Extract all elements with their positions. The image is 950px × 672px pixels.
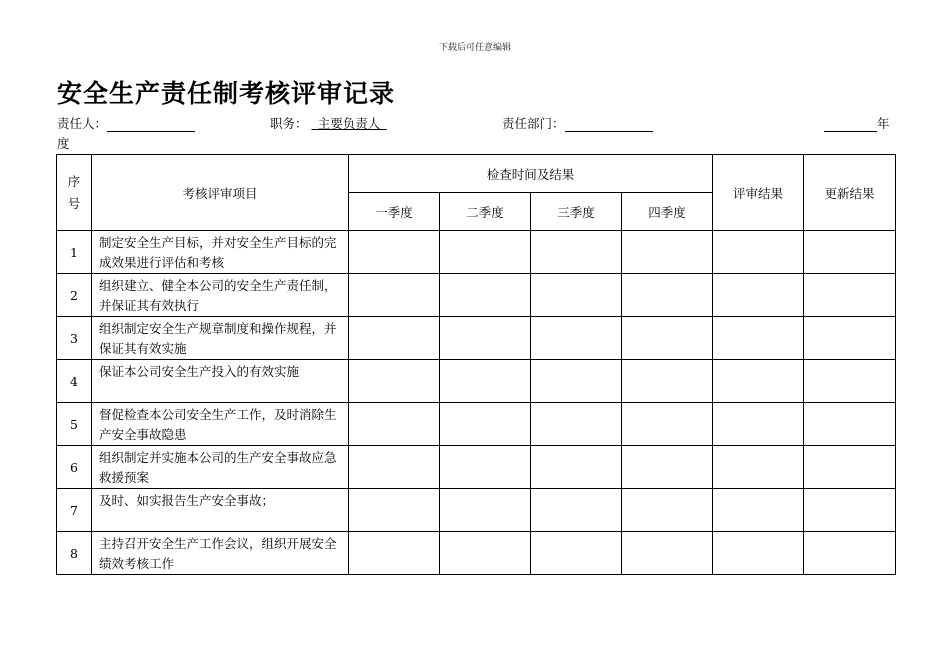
table-row (57, 360, 896, 403)
q4-cell[interactable] (622, 446, 713, 489)
header-seq: 序号 (57, 155, 92, 231)
review-result-cell[interactable] (713, 360, 804, 403)
q3-cell[interactable] (531, 532, 622, 575)
header-item: 考核评审项目 (92, 155, 349, 231)
table-row (57, 274, 896, 317)
table-row (57, 317, 896, 360)
q2-cell[interactable] (440, 317, 531, 360)
year-suffix: 年 (877, 116, 890, 131)
table-row (57, 532, 896, 575)
q1-cell[interactable] (349, 231, 440, 274)
q3-cell[interactable] (531, 231, 622, 274)
row-item-text: 组织制定并实施本公司的生产安全事故应急救援预案 (92, 446, 349, 489)
header-q1: 一季度 (349, 193, 440, 231)
review-result-cell[interactable] (713, 231, 804, 274)
q2-cell[interactable] (440, 231, 531, 274)
q1-cell[interactable] (349, 403, 440, 446)
q1-cell[interactable] (349, 274, 440, 317)
header-update-result: 更新结果 (804, 155, 896, 231)
update-result-cell[interactable] (804, 489, 896, 532)
department-label: 责任部门： (502, 116, 565, 131)
department-field (502, 114, 653, 132)
row-number: 4 (57, 360, 92, 403)
table-row (57, 489, 896, 532)
q4-cell[interactable] (622, 532, 713, 575)
q2-cell[interactable] (440, 532, 531, 575)
review-record-table (56, 154, 896, 575)
q2-cell[interactable] (440, 403, 531, 446)
q2-cell[interactable] (440, 489, 531, 532)
review-result-cell[interactable] (713, 532, 804, 575)
update-result-cell[interactable] (804, 231, 896, 274)
update-result-cell[interactable] (804, 274, 896, 317)
row-number: 7 (57, 489, 92, 532)
row-item-text: 组织制定安全生产规章制度和操作规程，并保证其有效实施 (92, 317, 349, 360)
row-item-text: 主持召开安全生产工作会议，组织开展安全绩效考核工作 (92, 532, 349, 575)
q4-cell[interactable] (622, 317, 713, 360)
header-review-result: 评审结果 (713, 155, 804, 231)
q4-cell[interactable] (622, 489, 713, 532)
row-number: 1 (57, 231, 92, 274)
year-wrap: 度 (57, 136, 70, 151)
update-result-cell[interactable] (804, 403, 896, 446)
q1-cell[interactable] (349, 317, 440, 360)
header-q4: 四季度 (622, 193, 713, 231)
row-item-text: 组织建立、健全本公司的安全生产责任制，并保证其有效执行 (92, 274, 349, 317)
q3-cell[interactable] (531, 360, 622, 403)
row-number: 8 (57, 532, 92, 575)
table-row (57, 403, 896, 446)
table-row (57, 231, 896, 274)
q2-cell[interactable] (440, 446, 531, 489)
q3-cell[interactable] (531, 317, 622, 360)
q4-cell[interactable] (622, 231, 713, 274)
watermark-text: 下载后可任意编辑 (438, 43, 511, 53)
responsible-label: 责任人： (57, 116, 108, 131)
responsible-field (57, 114, 195, 132)
review-result-cell[interactable] (713, 446, 804, 489)
review-result-cell[interactable] (713, 403, 804, 446)
q3-cell[interactable] (531, 403, 622, 446)
responsible-blank[interactable] (107, 117, 195, 132)
position-value: 主要负责人 (317, 116, 381, 131)
position-label: 职务： (270, 116, 308, 131)
header-q3: 三季度 (531, 193, 622, 231)
q3-cell[interactable] (531, 489, 622, 532)
page-title: 安全生产责任制考核评审记录 (57, 79, 396, 108)
q4-cell[interactable] (622, 360, 713, 403)
update-result-cell[interactable] (804, 532, 896, 575)
department-blank[interactable] (565, 117, 653, 132)
header-check-group: 检查时间及结果 (349, 155, 713, 193)
row-item-text: 保证本公司安全生产投入的有效实施 (92, 360, 349, 403)
review-result-cell[interactable] (713, 317, 804, 360)
q4-cell[interactable] (622, 403, 713, 446)
row-number: 2 (57, 274, 92, 317)
header-q2: 二季度 (440, 193, 531, 231)
row-number: 6 (57, 446, 92, 489)
q4-cell[interactable] (622, 274, 713, 317)
table-row (57, 446, 896, 489)
year-field (824, 114, 890, 132)
q2-cell[interactable] (440, 360, 531, 403)
q1-cell[interactable] (349, 360, 440, 403)
row-item-text: 及时、如实报告生产安全事故； (92, 489, 349, 532)
row-number: 5 (57, 403, 92, 446)
update-result-cell[interactable] (804, 446, 896, 489)
review-result-cell[interactable] (713, 489, 804, 532)
row-number: 3 (57, 317, 92, 360)
year-blank[interactable] (824, 117, 877, 132)
q3-cell[interactable] (531, 446, 622, 489)
update-result-cell[interactable] (804, 360, 896, 403)
q3-cell[interactable] (531, 274, 622, 317)
row-item-text: 制定安全生产目标，并对安全生产目标的完成效果进行评估和考核 (92, 231, 349, 274)
q1-cell[interactable] (349, 532, 440, 575)
review-result-cell[interactable] (713, 274, 804, 317)
q2-cell[interactable] (440, 274, 531, 317)
update-result-cell[interactable] (804, 317, 896, 360)
q1-cell[interactable] (349, 489, 440, 532)
row-item-text: 督促检查本公司安全生产工作，及时消除生产安全事故隐患 (92, 403, 349, 446)
position-field (270, 114, 387, 132)
q1-cell[interactable] (349, 446, 440, 489)
